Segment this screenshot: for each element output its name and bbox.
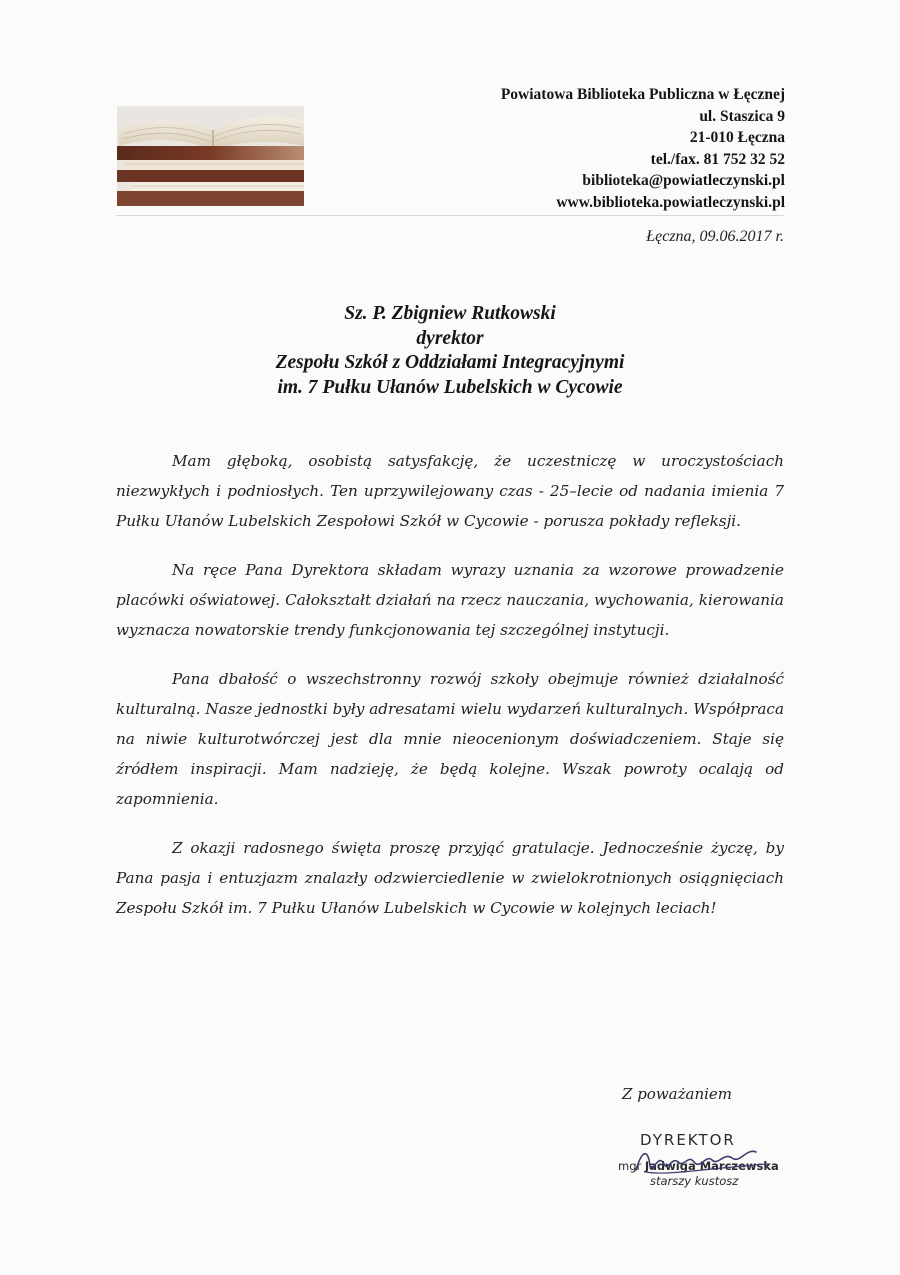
addressee-name: Sz. P. Zbigniew Rutkowski	[344, 303, 556, 324]
body-paragraph: Pana dbałość o wszechstronny rozwój szkoły obejmuje również działalność kulturalną. Nasze jednostki były adresatami wielu wydarzeń kulturalnych. Współpraca na niwie kulturotwórczej jest dla mnie nieocenionym doświadczeniem. Staje się źródłem inspiracji. Mam nadzieję, że będą kolejne. Wszak powroty ocalają od zapomnienia.	[116, 670, 784, 808]
open-book-stack-icon	[117, 106, 304, 206]
body-paragraph: Na ręce Pana Dyrektora składam wyrazy uznania za wzorowe prowadzenie placówki oświatowej. Całokształt działań na rzecz nauczania, wychowania, kierowania wyznacza nowatorskie trendy funkcjonowania tej szczególnej instytucji.	[116, 561, 784, 639]
body-paragraph: Mam głęboką, osobistą satysfakcję, że uczestniczę w uroczystościach niezwykłych i podniosłych. Ten uprzywilejowany czas - 25–lecie od nadania imienia 7 Pułku Ułanów Lubelskich Zespołowi Szkół w Cycowie - porusza pokłady refleksji.	[116, 452, 784, 530]
addressee-school: Zespołu Szkół z Oddziałami Integracyjnymi	[275, 352, 625, 373]
stamp-name-text: Jadwiga Marczewska	[644, 1159, 779, 1173]
handwritten-signature	[628, 1142, 778, 1182]
addressee-block	[0, 302, 900, 400]
addressee-school-patron: im. 7 Pułku Ułanów Lubelskich w Cycowie	[277, 376, 623, 398]
phone-fax: tel./fax. 81 752 32 52	[650, 150, 785, 168]
email-address: biblioteka@powiatleczynski.pl	[582, 172, 785, 189]
letter-body	[116, 446, 784, 942]
stamp-role: starszy kustosz	[650, 1174, 739, 1188]
body-paragraph: Z okazji radosnego święta proszę przyjąć gratulacje. Jednocześnie życzę, by Pana pasja i entuzjazm znalazły odzwierciedlenie w zwielokrotnionych osiągnięciach Zespołu Szkół im. 7 Pułku Ułanów Lubelskich w Cycowie w kolejnych leciach!	[116, 839, 784, 917]
addressee-title: dyrektor	[416, 327, 484, 349]
stamp-name-prefix: mgr	[618, 1159, 642, 1173]
stamp-title: DYREKTOR	[640, 1131, 736, 1149]
letterhead-divider	[116, 215, 784, 216]
letter-date: Łęczna, 09.06.2017 r.	[646, 228, 784, 245]
library-name: Powiatowa Biblioteka Publiczna w Łęcznej	[500, 86, 785, 103]
letterhead-address	[365, 84, 785, 213]
website-address: www.biblioteka.powiatleczynski.pl	[556, 193, 785, 211]
postal-city: 21-010 Łęczna	[689, 129, 785, 146]
street-address: ul. Staszica 9	[699, 107, 785, 125]
closing-salutation: Z poważaniem	[622, 1085, 733, 1103]
